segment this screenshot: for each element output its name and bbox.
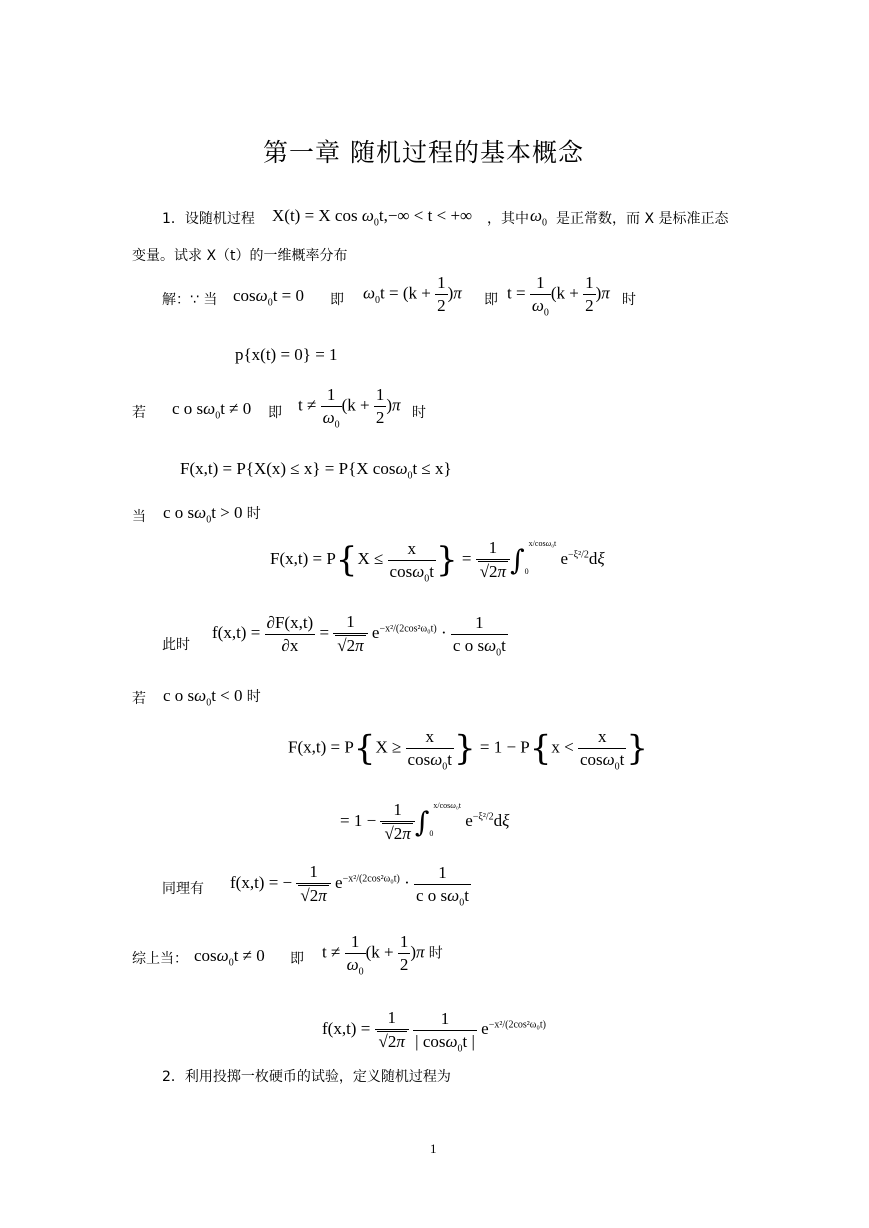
f-negative: f(x,t) = − $\frac{1}{√2\pi}$ $e^{-x^2/(2cos^2\omega_0t)}$ · $\frac{1}{c o s\omega_0t}$ xyxy=(230,862,469,908)
ji-1: 即 xyxy=(330,292,344,308)
ruo-1: 若 xyxy=(132,405,146,421)
dang-1: 当 xyxy=(132,509,146,525)
cond-cos-pos: c o $s\omega_0t > 0$ 时 xyxy=(163,503,261,526)
cond-t-ne: t ≠ $\frac{1}{\omega_0}$ (k + $\frac{1}{2}$ )π xyxy=(298,385,401,431)
problem1-mid: ，其中 xyxy=(487,211,529,227)
solution-jie: 解：∵ 当 xyxy=(162,292,218,308)
ji-2: 即 xyxy=(484,292,498,308)
problem1-prefix: 1．设随机过程 xyxy=(162,211,255,227)
cond-cos-zero: cosω$_0$t = 0 xyxy=(233,286,304,309)
shi-2: 时 xyxy=(412,405,426,421)
F-definition: F(x,t) = P{X(x) ≤ x} = P{X cosω$_0$t ≤ x} xyxy=(180,459,452,482)
ruo-2: 若 xyxy=(132,691,146,707)
page-title: 第一章 随机过程的基本概念 xyxy=(263,138,584,167)
cond-cos-neg: c o $s\omega_0t < 0$ 时 xyxy=(163,686,261,709)
cond-t-ne-final: t ≠ $\frac{1}{\omega_0}$ (k + $\frac{1}{2}$ )π 时 xyxy=(322,932,443,978)
ji-4: 即 xyxy=(290,951,304,967)
tongli: 同理有 xyxy=(162,881,204,897)
problem1-formula: X(t) = X $\cos \omega_0t,-\infty < t$ < +∞ xyxy=(272,206,473,229)
cond-cos-ne-zero: c o $s\omega_0t \ne 0$ xyxy=(172,399,252,422)
f-final: f(x,t) = $\frac{1}{√2\pi}$ $\frac{1}{| \cos\omega_0t |}$ $e^{-x^2/(2cos^2\omega_0t)}$ xyxy=(322,1008,546,1054)
f-positive: f(x,t) = $\frac{\partial F(x,t)}{\partial x}$ = $\frac{1}{√2\pi}$ $e^{-x^2/(2cos^2\omega_0t)}$ · $\frac{1}{c o s\omega_0t}$ xyxy=(212,612,506,658)
F-negative: F(x,t) = P{X ≥ $\frac{x}{\cos\omega_0t}$ } = 1 − P{x < $\frac{x}{\cos\omega_0t}$ } xyxy=(288,727,649,773)
cond-cos-ne-final: cosω$_0$t ≠ 0 xyxy=(194,946,265,969)
shi-1: 时 xyxy=(622,292,636,308)
F-positive: F(x,t) = P{X ≤ $\frac{x}{\cos\omega_0t}$ } = $\frac{1}{√2\pi}$ $\int_0^{x/cos\omega_0t}$ $e^{-\xi^2/2}d\xi$ xyxy=(270,538,605,584)
zongshang: 综上当： xyxy=(132,951,188,967)
cond-omega-t: $\omega_0t = (k$ + $\frac{1}{2}$ )π xyxy=(363,273,462,315)
ji-3: 即 xyxy=(268,405,282,421)
problem1-suffix: 是正常数，而 X 是标准正态 xyxy=(556,211,729,227)
page-number: 1 xyxy=(430,1141,437,1156)
problem2-text: 2．利用投掷一枚硬币的试验，定义随机过程为 xyxy=(162,1069,451,1085)
omega0-symbol: $\omega_0$ xyxy=(530,206,548,229)
F-negative-2: = 1 − $\frac{1}{√2\pi}$ $\int_0^{x/cos\omega_0t}$ $e^{-\xi^2/2}d\xi$ xyxy=(340,800,510,843)
cond-t-value: t = $\frac{1}{\omega_0}$ (k + $\frac{1}{2}$ )π xyxy=(507,273,610,319)
cishi: 此时 xyxy=(162,637,190,653)
problem1-line2: 变量。试求 X（t）的一维概率分布 xyxy=(132,248,348,264)
prob-zero: p{x(t) = 0} = 1 xyxy=(235,345,338,364)
